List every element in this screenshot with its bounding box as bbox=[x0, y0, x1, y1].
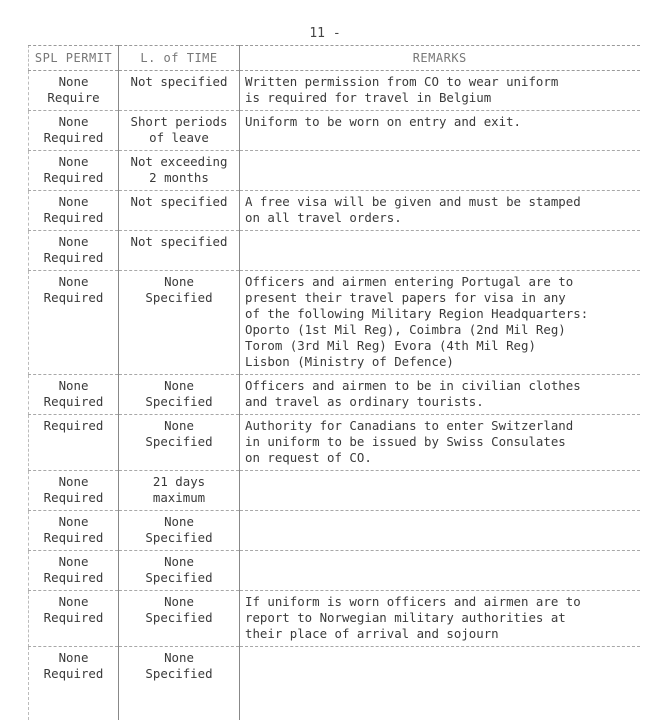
travel-regulations-table bbox=[28, 45, 640, 720]
header-time: L. of TIME bbox=[119, 46, 240, 71]
permit-cell: None Required bbox=[29, 511, 119, 551]
remarks-cell bbox=[240, 471, 640, 511]
permit-cell: None Required bbox=[29, 231, 119, 271]
time-cell: Short periods of leave bbox=[119, 111, 240, 151]
permit-cell: None Required bbox=[29, 647, 119, 721]
time-cell: Not exceeding 2 months bbox=[119, 151, 240, 191]
remarks-cell: Uniform to be worn on entry and exit. bbox=[240, 111, 640, 151]
time-cell: None Specified bbox=[119, 551, 240, 591]
header-permit: SPL PERMIT bbox=[29, 46, 119, 71]
table-row bbox=[29, 151, 640, 191]
table-header-row bbox=[29, 46, 640, 71]
permit-cell: None Required bbox=[29, 551, 119, 591]
permit-cell: None Required bbox=[29, 111, 119, 151]
table-row bbox=[29, 511, 640, 551]
table-row bbox=[29, 471, 640, 511]
remarks-cell bbox=[240, 647, 640, 721]
time-cell: None Specified bbox=[119, 415, 240, 471]
permit-cell: Required bbox=[29, 415, 119, 471]
table-row bbox=[29, 551, 640, 591]
time-cell: None Specified bbox=[119, 271, 240, 375]
permit-cell: None Required bbox=[29, 151, 119, 191]
time-cell: None Specified bbox=[119, 591, 240, 647]
table-row bbox=[29, 375, 640, 415]
table-row bbox=[29, 191, 640, 231]
remarks-cell bbox=[240, 511, 640, 551]
remarks-cell bbox=[240, 151, 640, 191]
remarks-cell: If uniform is worn officers and airmen are to report to Norwegian military authorities at their place of arrival and sojourn bbox=[240, 591, 640, 647]
time-cell: Not specified bbox=[119, 191, 240, 231]
remarks-cell bbox=[240, 551, 640, 591]
remarks-cell: Officers and airmen to be in civilian clothes and travel as ordinary tourists. bbox=[240, 375, 640, 415]
time-cell: Not specified bbox=[119, 71, 240, 111]
permit-cell: None Required bbox=[29, 591, 119, 647]
table-row bbox=[29, 591, 640, 647]
permit-cell: None Required bbox=[29, 471, 119, 511]
time-cell: None Specified bbox=[119, 647, 240, 721]
table-row bbox=[29, 231, 640, 271]
remarks-cell: Written permission from CO to wear uniform is required for travel in Belgium bbox=[240, 71, 640, 111]
table-row bbox=[29, 271, 640, 375]
table-row bbox=[29, 647, 640, 721]
table-row bbox=[29, 71, 640, 111]
remarks-cell: A free visa will be given and must be stamped on all travel orders. bbox=[240, 191, 640, 231]
time-cell: 21 days maximum bbox=[119, 471, 240, 511]
page-number: 11 - bbox=[309, 26, 341, 41]
remarks-cell: Authority for Canadians to enter Switzerland in uniform to be issued by Swiss Consulates on request of CO. bbox=[240, 415, 640, 471]
time-cell: None Specified bbox=[119, 511, 240, 551]
remarks-cell: Officers and airmen entering Portugal are to present their travel papers for visa in any of the following Military Region Headquarters: Oporto (1st Mil Reg), Coimbra (2nd Mil Reg) Torom (3rd Mil Reg) Evora (4th Mil Reg) Lisbon (Ministry of Defence) bbox=[240, 271, 640, 375]
permit-cell: None Required bbox=[29, 375, 119, 415]
time-cell: Not specified bbox=[119, 231, 240, 271]
table-row bbox=[29, 415, 640, 471]
permit-cell: None Required bbox=[29, 191, 119, 231]
header-remarks: REMARKS bbox=[240, 46, 640, 71]
table-row bbox=[29, 111, 640, 151]
time-cell: None Specified bbox=[119, 375, 240, 415]
remarks-cell bbox=[240, 231, 640, 271]
permit-cell: None Required bbox=[29, 271, 119, 375]
permit-cell: None Require bbox=[29, 71, 119, 111]
